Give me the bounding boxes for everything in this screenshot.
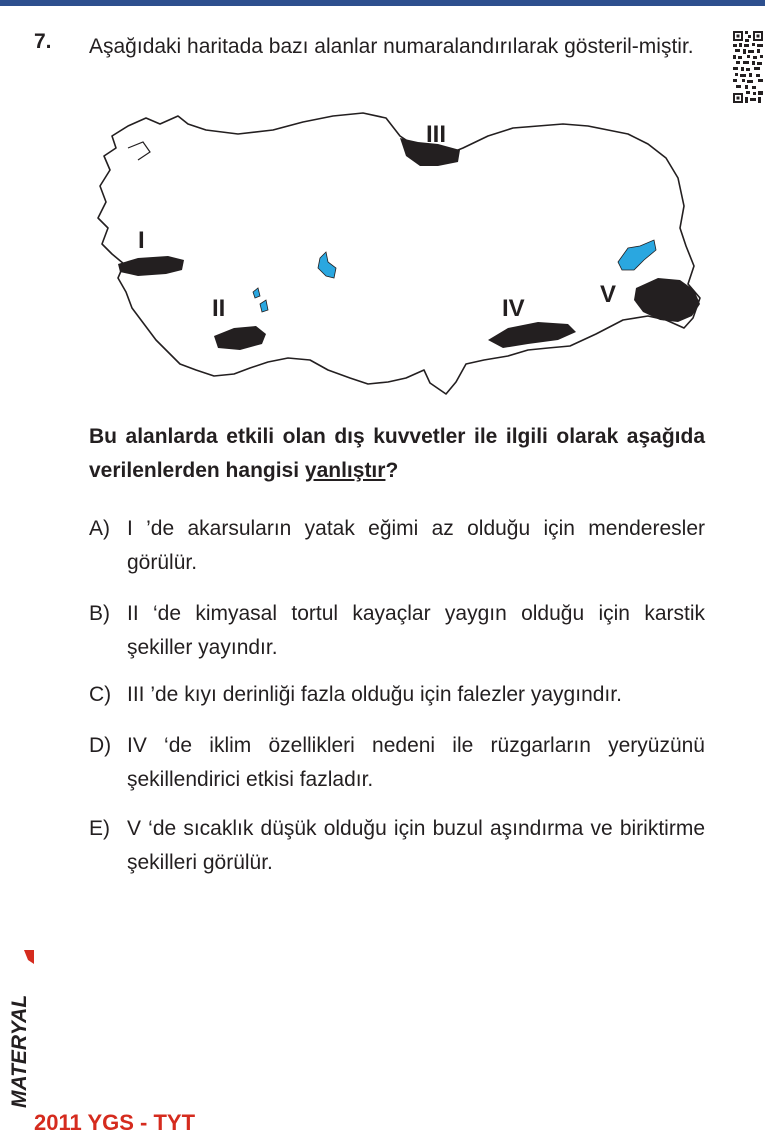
map-label-5: V: [600, 281, 617, 308]
option-a[interactable]: [89, 512, 705, 580]
map-label-3: III: [426, 121, 447, 148]
option-text: I ’de akarsuların yatak eğimi az olduğu için menderesler görülür.: [127, 517, 705, 574]
map-label-4: IV: [502, 295, 525, 322]
side-label-text: MATERYAL: [8, 994, 31, 1108]
option-c[interactable]: [89, 678, 705, 712]
option-text: II ‘de kimyasal tortul kayaçlar yaygın olduğu için karstik şekiller yayındır.: [127, 602, 705, 659]
option-letter: A): [89, 517, 110, 540]
turkey-outline: [98, 113, 700, 394]
option-letter: D): [89, 734, 112, 757]
option-letter: E): [89, 817, 110, 840]
option-e[interactable]: [89, 812, 705, 880]
question-number: 7.: [34, 30, 52, 53]
lead-end: ?: [385, 459, 399, 482]
side-logo-fragment: [24, 950, 34, 964]
question-stem: Aşağıdaki haritada bazı alanlar numaralandırılarak gösteril-miştir.: [89, 35, 694, 58]
lead-underlined: yanlıştır: [304, 459, 386, 482]
option-text: V ‘de sıcaklık düşük olduğu için buzul aşındırma ve biriktirme şekilleri görülür.: [127, 817, 705, 874]
question-lead: [89, 420, 705, 488]
footer-source: 2011 YGS - TYT: [34, 1110, 196, 1135]
option-b[interactable]: [89, 597, 705, 665]
top-bar: [0, 0, 765, 6]
option-letter: C): [89, 683, 112, 706]
turkey-map: [88, 108, 708, 398]
option-text: III ’de kıyı derinliği fazla olduğu için falezler yaygındır.: [127, 683, 622, 706]
side-label: [2, 950, 34, 1110]
option-letter: B): [89, 602, 110, 625]
lead-text: Bu alanlarda etkili olan dış kuvvetler ile ilgili olarak aşağıda verilenlerden hangisi: [89, 425, 705, 482]
option-text: IV ‘de iklim özellikleri nedeni ile rüzgarların yeryüzünü şekillendirici etkisi fazladır.: [127, 734, 705, 791]
option-d[interactable]: [89, 729, 705, 797]
map-label-1: I: [138, 227, 145, 254]
map-label-2: II: [212, 295, 226, 322]
qr-code-icon: [733, 31, 763, 103]
